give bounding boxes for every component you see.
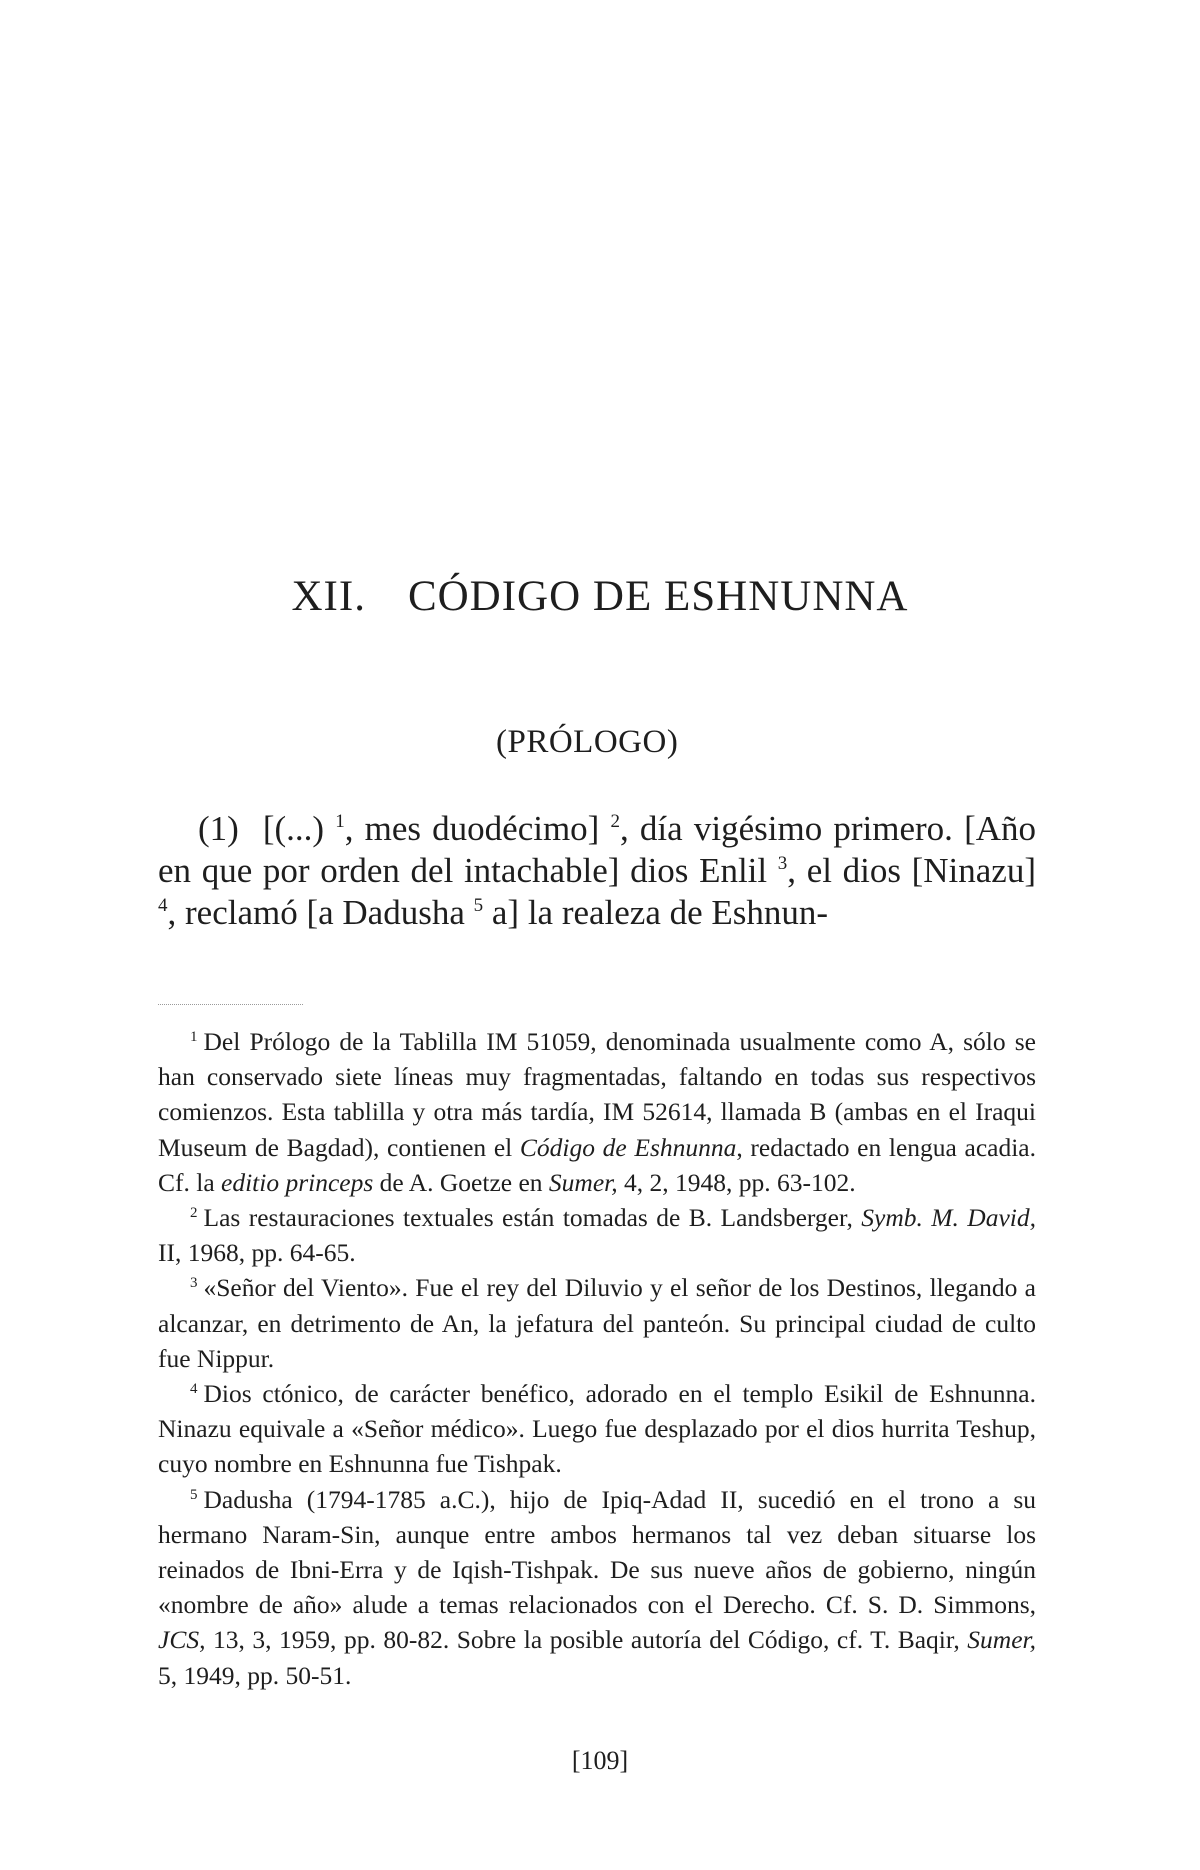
footnote-text: Del Prólogo de la Tablilla IM 51059, denominada usualmente como A, sólo se han conservado siete líneas muy fragmentadas, faltando en todas sus respectivos comienzos. Esta tablilla y otra más tardía, IM 52614, llamada B (ambas en el Iraqui Museum de Bagdad), contienen el xyxy=(158,1027,1036,1162)
footnote-italic: Symb. M. David, xyxy=(861,1203,1036,1233)
footnote-text: Las restauraciones textuales están tomadas de B. Landsberger, xyxy=(203,1203,862,1233)
footnote-mark: 5 xyxy=(190,1486,198,1503)
footnote-ref: 2 xyxy=(610,811,621,832)
footnote-mark: 1 xyxy=(190,1029,198,1045)
footnote-text: Dios ctónico, de carácter benéfico, adorado en el templo Esikil de Eshnunna. Ninazu equivale a «Señor médico». Luego fue desplazado por el dios hurrita Teshup, cuyo nombre en Eshnunna fue Tishpak. xyxy=(158,1379,1036,1479)
footnote-ref: 1 xyxy=(335,811,345,832)
footnote-ref: 3 xyxy=(777,853,788,874)
footnote-mark: 4 xyxy=(190,1381,198,1398)
footnote-5 xyxy=(158,1482,1036,1693)
footnote-text: , redactado en lengua acadia. Cf. la xyxy=(158,1132,1036,1197)
body-text-segment: , mes duodécimo] xyxy=(344,809,600,848)
footnotes xyxy=(158,1024,1036,1693)
page-number: [109] xyxy=(571,1746,629,1775)
chapter-title xyxy=(0,572,1200,621)
footnote-text: «Señor del Viento». Fue el rey del Diluvio y el señor de los Destinos, llegando a alcanzar, en detrimento de An, la jefatura del panteón. Su principal ciudad de culto fue Nippur. xyxy=(158,1273,1036,1373)
footnote-4 xyxy=(158,1376,1036,1482)
footnote-text: Dadusha (1794-1785 a.C.), hijo de Ipiq-Adad II, sucedió en el trono a su hermano Naram-Sin, aunque entre ambos hermanos tal vez deban situarse los reinados de Ibni-Erra y de Iqish-Tishpak. De sus nueve años de gobierno, ningún «nombre de año» alude a temas relacionados con el Derecho. Cf. S. D. Simmons, xyxy=(158,1484,1036,1620)
body-text-segment: , día vigésimo primero. [Año en que por orden del intachable] dios Enlil xyxy=(158,809,1036,890)
body-text-segment: , reclamó [a Dadusha xyxy=(167,893,465,932)
footnote-text: II, 1968, pp. 64-65. xyxy=(158,1238,356,1268)
footnote-text: 4, 2, 1948, pp. 63-102. xyxy=(617,1167,856,1197)
footnote-text: 13, 3, 1959, pp. 80-82. Sobre la posible autoría del Código, cf. T. Baqir, xyxy=(205,1625,968,1655)
footnote-mark: 2 xyxy=(190,1205,198,1222)
footnote-separator xyxy=(158,1004,303,1005)
paragraph-number: (1) xyxy=(198,809,239,848)
footnote-italic: Sumer, xyxy=(967,1625,1036,1655)
footnote-italic: Sumer, xyxy=(548,1167,618,1197)
footnote-ref: 4 xyxy=(158,895,168,916)
footnote-ref: 5 xyxy=(473,895,484,916)
footnote-text: de A. Goetze en xyxy=(373,1167,549,1197)
footnote-italic: editio princeps xyxy=(221,1167,374,1197)
footnote-italic: JCS, xyxy=(158,1625,206,1655)
footnote-2 xyxy=(158,1200,1036,1270)
body-text-segment: , el dios [Ninazu] xyxy=(787,851,1036,890)
body-paragraph xyxy=(158,808,1036,934)
body-text-segment: a] la realeza de Eshnun- xyxy=(483,893,829,932)
footnote-italic: Código de Eshnunna xyxy=(519,1132,737,1162)
footnote-text: 5, 1949, pp. 50-51. xyxy=(158,1660,352,1690)
chapter-name: CÓDIGO DE ESHNUNNA xyxy=(407,573,909,620)
body-text-segment: [(...) xyxy=(262,809,325,848)
chapter-number: XII. xyxy=(291,573,366,620)
section-title: (PRÓLOGO) xyxy=(496,724,679,760)
footnote-1 xyxy=(158,1024,1036,1200)
footnote-mark: 3 xyxy=(190,1275,198,1292)
footnote-3 xyxy=(158,1270,1036,1376)
